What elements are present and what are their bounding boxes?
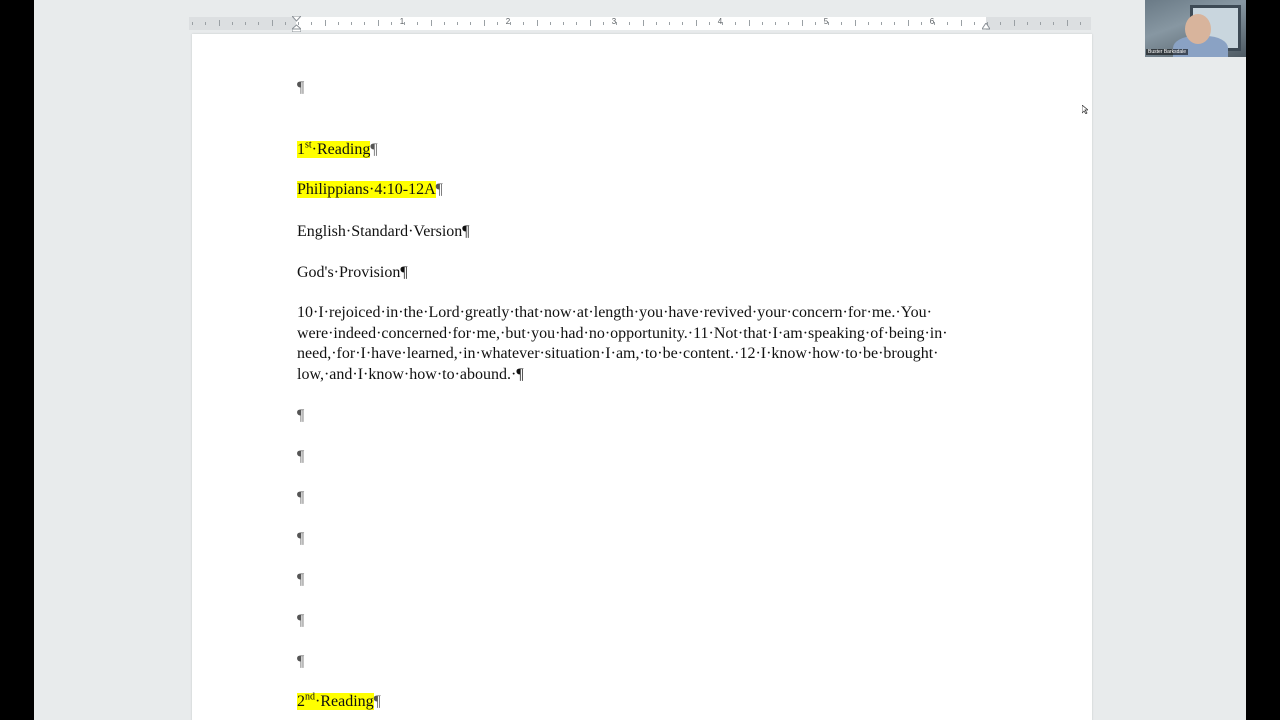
empty-paragraph-mark: ¶ (297, 571, 305, 588)
first-reading-heading (297, 140, 378, 160)
word-window (34, 0, 1246, 720)
ruler-tick (417, 22, 418, 25)
ruler-right-margin (986, 17, 1091, 30)
right-indent-marker-icon[interactable] (982, 23, 990, 31)
participant-name: Buster Barksdale (1148, 49, 1187, 55)
ruler-tick (444, 22, 445, 25)
ruler-tick (802, 20, 803, 26)
ruler-tick (338, 22, 339, 25)
ruler-tick (921, 22, 922, 25)
empty-paragraph-mark: ¶ (297, 79, 305, 96)
ruler-tick (590, 20, 591, 26)
ruler-tick (709, 22, 710, 25)
empty-paragraph-mark: ¶ (297, 448, 305, 465)
ruler-tick (1080, 22, 1081, 25)
ruler-tick (272, 20, 273, 26)
ruler-tick (762, 22, 763, 25)
ruler-tick (470, 22, 471, 25)
ruler-tick (431, 20, 432, 26)
ruler-tick (1014, 20, 1015, 26)
scripture-reference (297, 180, 443, 200)
ruler-tick (497, 22, 498, 25)
ruler-tick (1040, 22, 1041, 25)
ruler-number: 2 (505, 17, 511, 26)
participant-video-tile[interactable] (1145, 0, 1246, 57)
ruler-tick (576, 22, 577, 25)
ruler-tick (682, 22, 683, 25)
ruler-tick (192, 22, 193, 25)
ruler-tick (815, 22, 816, 25)
ruler-tick (749, 20, 750, 26)
second-reading-heading (297, 692, 381, 712)
ruler-tick (894, 22, 895, 25)
ruler-number: 6 (929, 17, 935, 26)
ruler-tick (855, 20, 856, 26)
ruler-tick (391, 22, 392, 25)
empty-paragraph-mark: ¶ (297, 489, 305, 506)
ruler-tick (219, 20, 220, 26)
ruler-number: 4 (717, 17, 723, 26)
ruler-tick (351, 22, 352, 25)
ruler-tick (285, 22, 286, 25)
mouse-pointer-icon (1082, 105, 1088, 114)
ruler-tick (643, 20, 644, 26)
ruler-tick (788, 22, 789, 25)
ruler-tick (245, 22, 246, 25)
document-page[interactable] (192, 34, 1092, 720)
ruler-tick (974, 22, 975, 25)
paragraph-mark: ¶ (373, 693, 381, 710)
ruler-tick (205, 22, 206, 25)
ruler-tick (696, 20, 697, 26)
ruler-tick (523, 22, 524, 25)
ruler-tick (457, 22, 458, 25)
paragraph-mark: ¶ (370, 141, 378, 158)
ruler-tick (311, 22, 312, 25)
ruler-tick (881, 22, 882, 25)
ruler-tick (232, 22, 233, 25)
participant-head (1185, 14, 1211, 44)
ruler-tick (656, 22, 657, 25)
ruler-tick (961, 20, 962, 26)
ruler-tick (537, 20, 538, 26)
ruler-tick (1053, 22, 1054, 25)
ruler-tick (484, 20, 485, 26)
empty-paragraph-mark: ¶ (297, 530, 305, 547)
highlighted-text: 1st·Reading (297, 139, 371, 158)
ruler-tick (868, 22, 869, 25)
ruler-tick (325, 20, 326, 26)
ruler-number: 5 (823, 17, 829, 26)
ruler-number: 3 (611, 17, 617, 26)
passage-line: were·indeed·concerned·for·me,·but·you·had·no·opportunity.·11·Not·that·I·am·speaking·of·being·in· (297, 324, 948, 342)
passage-line: need,·for·I·have·learned,·in·whatever·situation·I·am,·to·be·content.·12·I·know·how·to·be·brought· (297, 345, 939, 362)
ruler-tick (550, 22, 551, 25)
scripture-passage (297, 303, 997, 385)
passage-heading: God's·Provision¶ (297, 264, 408, 281)
ruler-tick (1067, 20, 1068, 26)
ruler-tick (629, 22, 630, 25)
ruler-tick (775, 22, 776, 25)
ruler-number: 1 (399, 17, 405, 26)
empty-paragraph-mark: ¶ (297, 407, 305, 424)
indent-marker-icon[interactable] (292, 16, 301, 32)
ruler-tick (1027, 22, 1028, 25)
ruler-tick (908, 20, 909, 26)
ruler-tick (364, 22, 365, 25)
ruler-tick (735, 22, 736, 25)
bible-version: English·Standard·Version¶ (297, 223, 470, 240)
ruler-tick (258, 22, 259, 25)
ruler-tick (947, 22, 948, 25)
ruler-tick (378, 20, 379, 26)
paragraph-mark: ¶ (435, 181, 443, 198)
ruler-tick (1000, 22, 1001, 25)
empty-paragraph-mark: ¶ (297, 653, 305, 670)
highlighted-text: 2nd·Reading (297, 691, 374, 710)
empty-paragraph-mark: ¶ (297, 612, 305, 629)
horizontal-ruler[interactable] (34, 17, 1246, 32)
passage-line: low,·and·I·know·how·to·abound.·¶ (297, 365, 524, 383)
ruler-tick (669, 22, 670, 25)
passage-line: 10·I·rejoiced·in·the·Lord·greatly·that·now·at·length·you·have·revived·your·concern·for·me.·You· (297, 304, 932, 321)
ruler-tick (841, 22, 842, 25)
ruler-tick (563, 22, 564, 25)
ruler-tick (603, 22, 604, 25)
highlighted-text: Philippians·4:10-12A (297, 181, 436, 198)
